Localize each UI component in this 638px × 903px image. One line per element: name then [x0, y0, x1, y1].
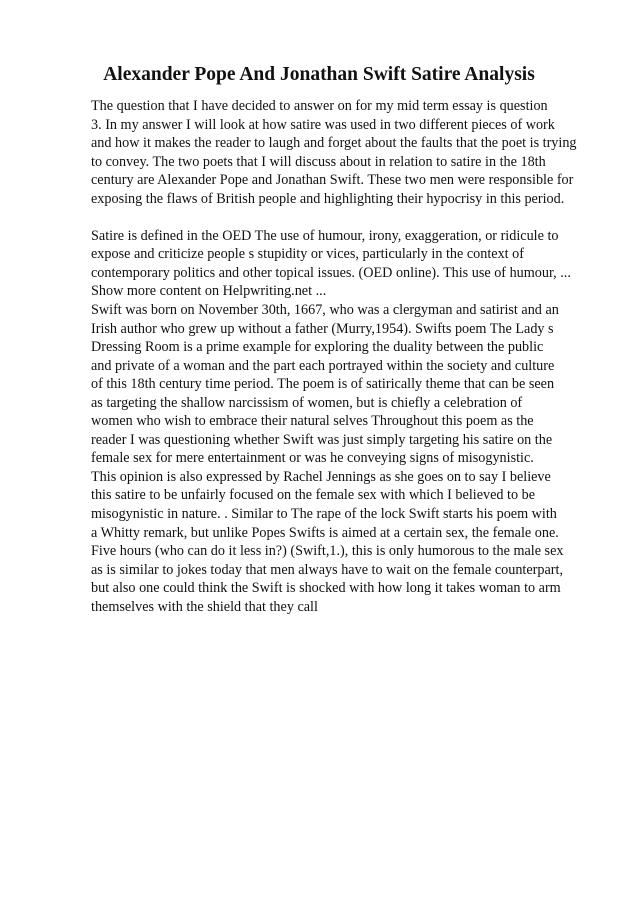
text-line: reader I was questioning whether Swift was just simply targeting his satire on the: [91, 431, 553, 448]
text-line: century are Alexander Pope and Jonathan Swift. These two men were responsible for: [91, 172, 574, 189]
text-line: themselves with the shield that they call: [91, 598, 318, 615]
text-line: expose and criticize people s stupidity or vices, particularly in the context of: [91, 246, 524, 263]
text-line: 3. In my answer I will look at how satire was used in two different pieces of work: [91, 116, 555, 133]
text-line: Five hours (who can do it less in?) (Swift,1.), this is only humorous to the male sex: [91, 543, 564, 560]
show-more-line: Show more content on Helpwriting.net ...: [91, 283, 327, 300]
text-line: as is similar to jokes today that men always have to wait on the female counterpart,: [91, 561, 563, 578]
text-line: Dressing Room is a prime example for exploring the duality between the public: [91, 339, 544, 356]
text-line: but also one could think the Swift is shocked with how long it takes woman to arm: [91, 580, 561, 597]
text-line: a Whitty remark, but unlike Popes Swifts is aimed at a certain sex, the female one.: [91, 524, 559, 541]
text-line: women who wish to embrace their natural selves Throughout this poem as the: [91, 413, 534, 430]
text-line: of this 18th century time period. The poem is of satirically theme that can be seen: [91, 376, 555, 393]
text-line: and private of a woman and the part each portrayed within the society and culture: [91, 357, 555, 374]
document-title: Alexander Pope And Jonathan Swift Satire Analysis: [103, 64, 535, 85]
text-line: as targeting the shallow narcissism of women, but is chiefly a celebration of: [91, 394, 523, 411]
text-line: Satire is defined in the OED The use of humour, irony, exaggeration, or ridicule to: [91, 227, 559, 244]
text-line: contemporary politics and other topical issues. (OED online). This use of humour, ...: [91, 264, 571, 281]
text-line: female sex for mere entertainment or was he conveying signs of misogynistic.: [91, 450, 534, 467]
text-line: misogynistic in nature. . Similar to The rape of the lock Swift starts his poem with: [91, 506, 557, 523]
paragraph-gap: [91, 208, 611, 227]
text-line: this satire to be unfairly focused on the female sex with which I believed to be: [91, 487, 536, 504]
text-line: Swift was born on November 30th, 1667, who was a clergyman and satirist and an: [91, 302, 559, 319]
document-body: [91, 97, 611, 616]
text-line: exposing the flaws of British people and highlighting their hypocrisy in this period.: [91, 190, 565, 207]
text-line: The question that I have decided to answer on for my mid term essay is question: [91, 98, 548, 114]
text-line: to convey. The two poets that I will discuss about in relation to satire in the 18th: [91, 153, 546, 170]
text-line: and how it makes the reader to laugh and forget about the faults that the poet is trying: [91, 135, 577, 152]
text-line: Irish author who grew up without a father (Murry,1954). Swifts poem The Lady s: [91, 320, 554, 337]
text-line: This opinion is also expressed by Rachel Jennings as she goes on to say I believe: [91, 468, 551, 485]
